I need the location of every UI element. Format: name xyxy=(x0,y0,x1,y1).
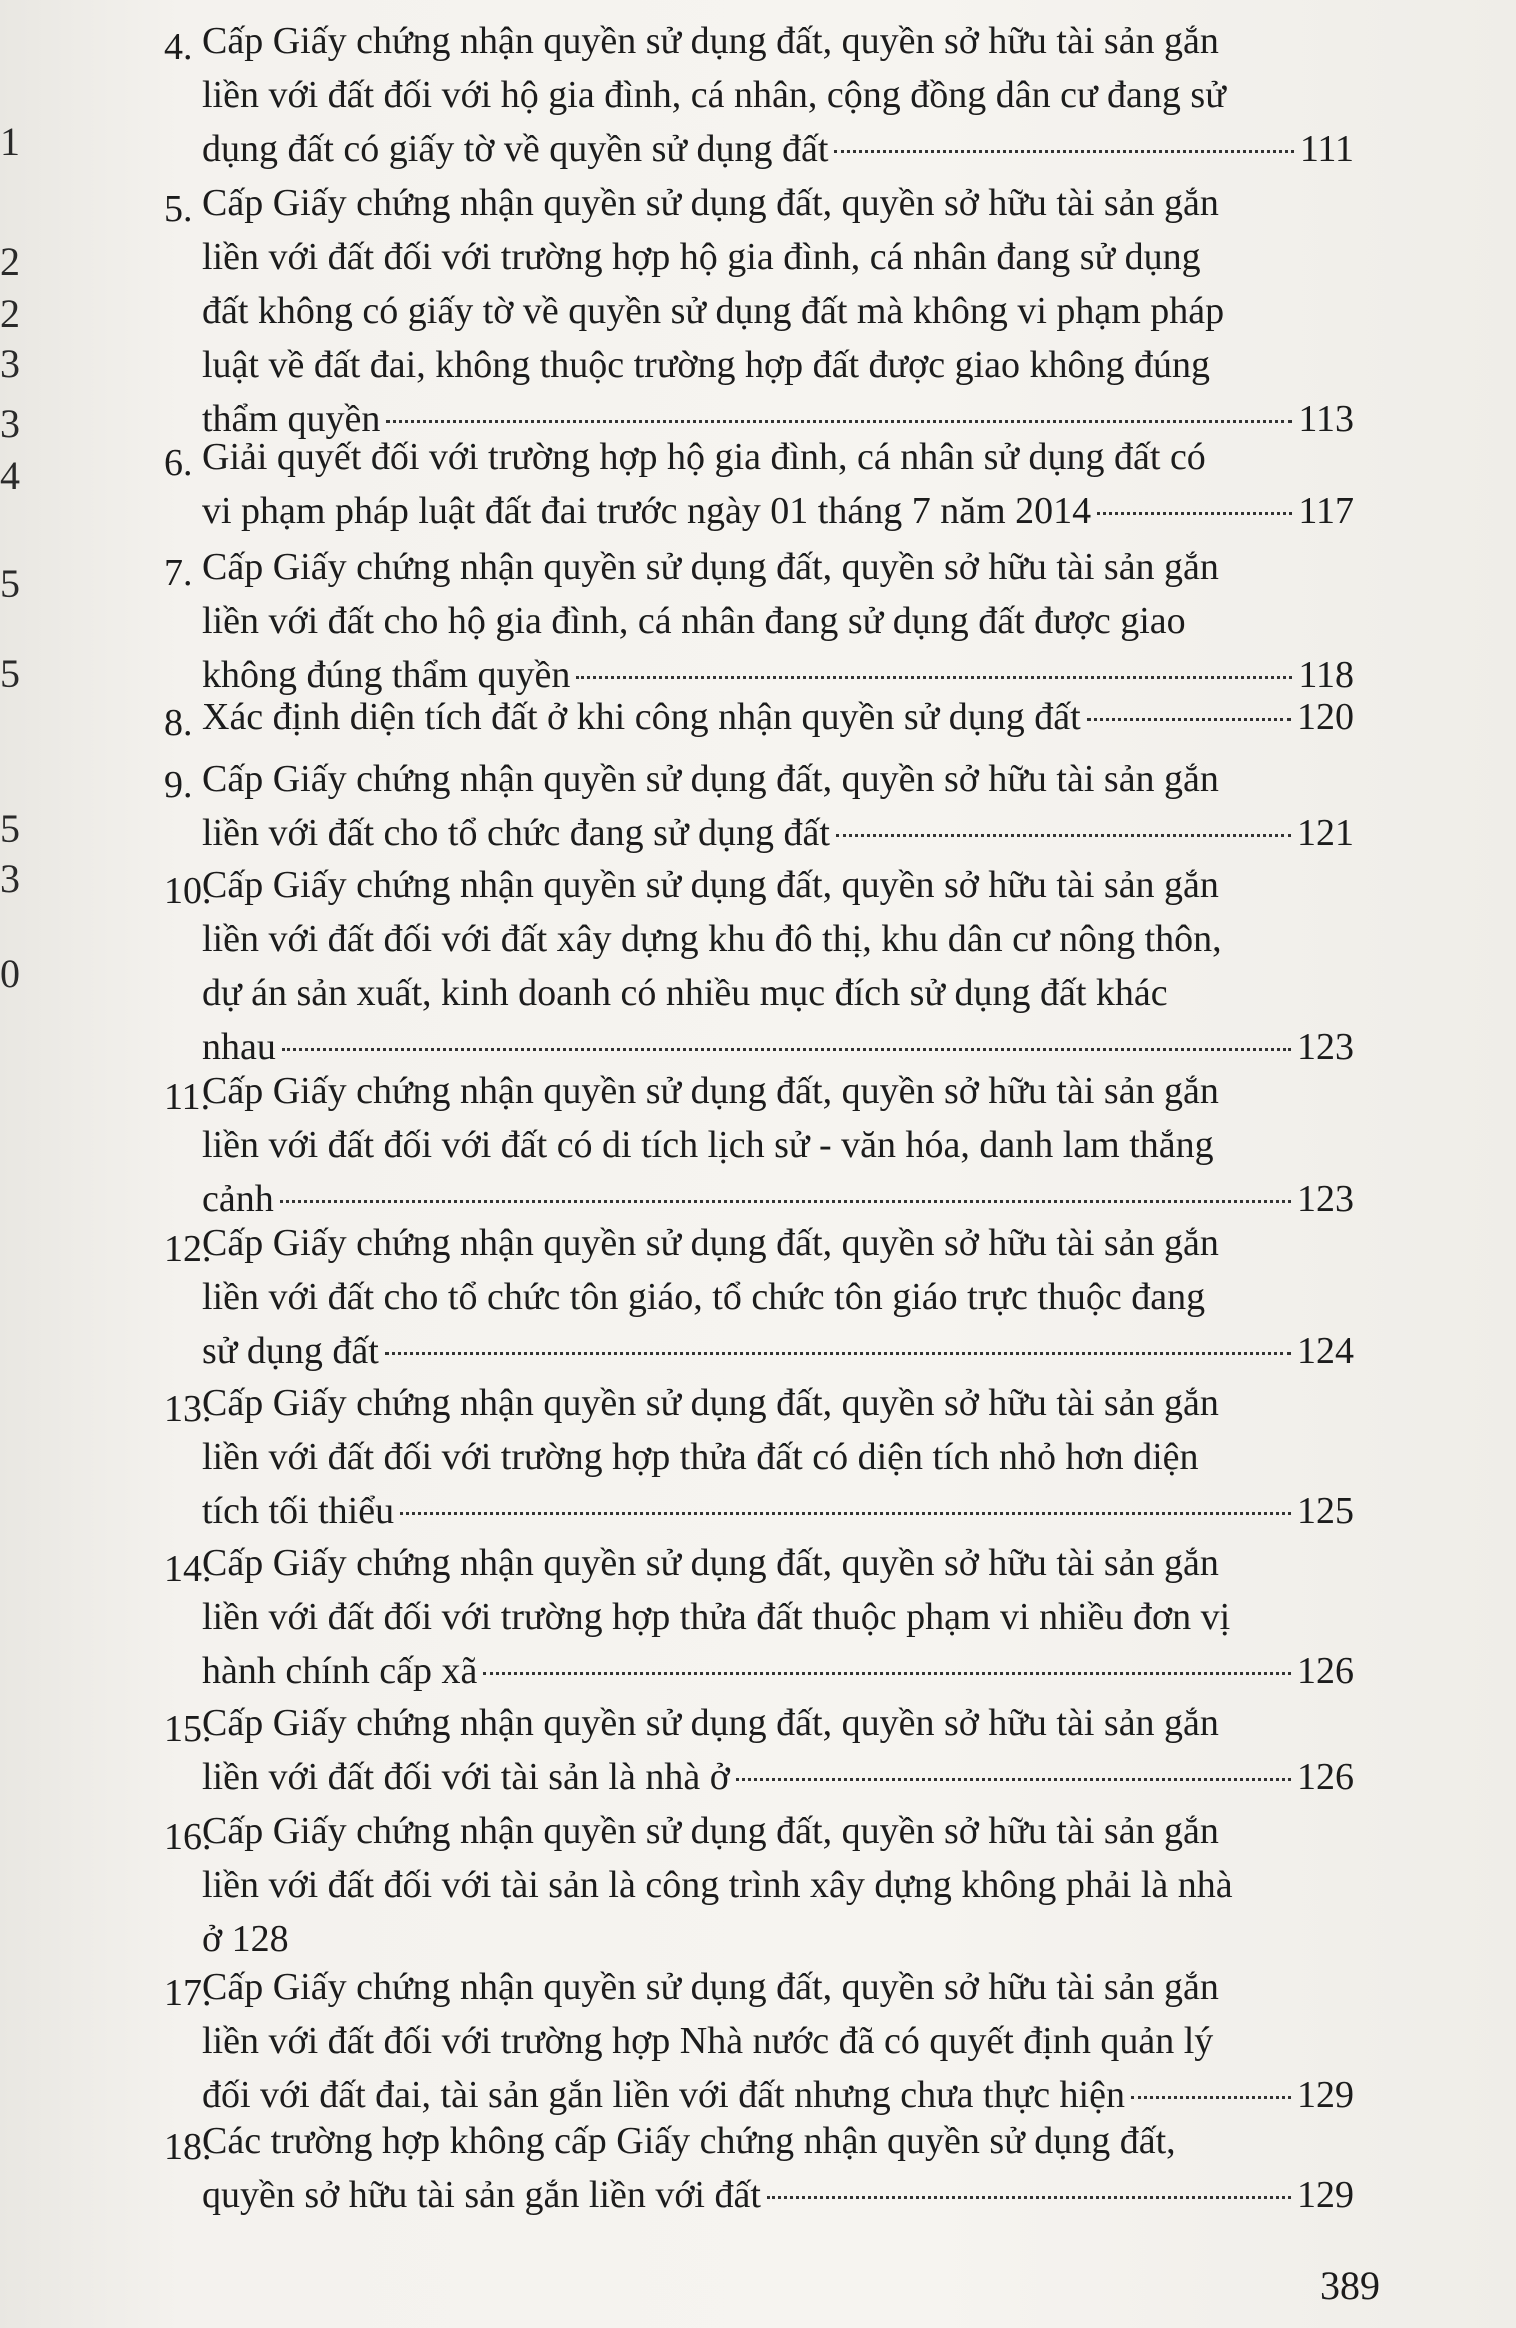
dot-leader xyxy=(736,1778,1291,1781)
entry-line: liền với đất đối với đất có di tích lịch sử - văn hóa, danh lam thắng xyxy=(202,1124,1214,1166)
entry-last-line: dụng đất có giấy tờ về quyền sử dụng đất xyxy=(202,128,829,170)
page-number: 389 xyxy=(1320,2263,1380,2308)
margin-digit: 5 xyxy=(0,651,20,696)
entry-line: liền với đất cho tổ chức tôn giáo, tổ chức tôn giáo trực thuộc đang xyxy=(202,1276,1206,1318)
entry-last-line: liền với đất cho tổ chức đang sử dụng đất xyxy=(202,812,830,854)
entry-number: 10. xyxy=(164,870,212,912)
entry-page-number: 120 xyxy=(1297,696,1354,738)
margin-digit: 5 xyxy=(0,561,20,606)
entry-line: Cấp Giấy chứng nhận quyền sử dụng đất, quyền sở hữu tài sản gắn xyxy=(202,1222,1219,1264)
margin-digit: 3 xyxy=(0,401,20,446)
dot-leader xyxy=(767,2196,1291,2199)
entry-number: 4. xyxy=(164,26,193,68)
entry-line: liền với đất cho hộ gia đình, cá nhân đang sử dụng đất được giao xyxy=(202,600,1186,642)
entry-page-number: 125 xyxy=(1297,1490,1354,1532)
entry-last-line: nhau xyxy=(202,1026,276,1068)
entry-number: 9. xyxy=(164,764,193,806)
toc-entry[interactable] xyxy=(164,1536,1354,1698)
entry-line: đất không có giấy tờ về quyền sử dụng đất mà không vi phạm pháp xyxy=(202,290,1225,332)
dot-leader xyxy=(483,1672,1291,1675)
dot-leader xyxy=(386,420,1292,423)
entry-line: Giải quyết đối với trường hợp hộ gia đình, cá nhân sử dụng đất có xyxy=(202,436,1206,478)
margin-digit: 3 xyxy=(0,856,20,901)
dot-leader xyxy=(576,676,1292,679)
margin-digit: 5 xyxy=(0,806,20,851)
entry-page-number: 118 xyxy=(1298,654,1354,696)
entry-page-number: 121 xyxy=(1297,812,1354,854)
entry-line: liền với đất đối với tài sản là công trình xây dựng không phải là nhà xyxy=(202,1864,1233,1906)
entry-last-line: ở 128 xyxy=(202,1918,289,1960)
entry-number: 16. xyxy=(164,1816,212,1858)
entry-line: liền với đất đối với trường hợp hộ gia đình, cá nhân đang sử dụng xyxy=(202,236,1201,278)
toc-entry[interactable] xyxy=(164,1804,1354,1966)
entry-page-number: 126 xyxy=(1297,1650,1354,1692)
dot-leader xyxy=(400,1512,1291,1515)
entry-page-number: 113 xyxy=(1298,398,1354,440)
entry-line: Cấp Giấy chứng nhận quyền sử dụng đất, quyền sở hữu tài sản gắn xyxy=(202,1702,1219,1744)
entry-line: Các trường hợp không cấp Giấy chứng nhận quyền sử dụng đất, xyxy=(202,2120,1176,2162)
entry-number: 11. xyxy=(164,1076,211,1118)
toc-entry[interactable] xyxy=(164,858,1354,1074)
entry-number: 5. xyxy=(164,188,193,230)
entry-last-line: đối với đất đai, tài sản gắn liền với đất nhưng chưa thực hiện xyxy=(202,2074,1125,2116)
toc-entry[interactable] xyxy=(164,1216,1354,1378)
entry-last-line: liền với đất đối với tài sản là nhà ở xyxy=(202,1756,730,1798)
margin-digit: 2 xyxy=(0,239,20,284)
dot-leader xyxy=(1131,2096,1291,2099)
toc-entry[interactable] xyxy=(164,1960,1354,2122)
entry-page-number: 129 xyxy=(1297,2074,1354,2116)
entry-last-line: sử dụng đất xyxy=(202,1330,379,1372)
entry-page-number: 117 xyxy=(1298,490,1354,532)
entry-last-line: vi phạm pháp luật đất đai trước ngày 01 tháng 7 năm 2014 xyxy=(202,490,1092,532)
entry-number: 14. xyxy=(164,1548,212,1590)
dot-leader xyxy=(1087,718,1291,721)
entry-line: Cấp Giấy chứng nhận quyền sử dụng đất, quyền sở hữu tài sản gắn xyxy=(202,182,1219,224)
dot-leader xyxy=(834,150,1293,153)
entry-last-line: thẩm quyền xyxy=(202,398,381,440)
entry-number: 6. xyxy=(164,442,193,484)
entry-page-number: 111 xyxy=(1299,128,1354,170)
entry-line: liền với đất đối với trường hợp thửa đất thuộc phạm vi nhiều đơn vị xyxy=(202,1596,1231,1638)
dot-leader xyxy=(385,1352,1291,1355)
entry-last-line: hành chính cấp xã xyxy=(202,1650,478,1692)
entry-number: 8. xyxy=(164,702,193,744)
toc-entry[interactable] xyxy=(164,14,1354,176)
margin-digit: 2 xyxy=(0,291,20,336)
dot-leader xyxy=(280,1200,1291,1203)
entry-line: Cấp Giấy chứng nhận quyền sử dụng đất, quyền sở hữu tài sản gắn xyxy=(202,1382,1219,1424)
entry-page-number: 129 xyxy=(1297,2174,1354,2216)
toc-entry[interactable] xyxy=(164,1696,1354,1804)
entry-line: Cấp Giấy chứng nhận quyền sử dụng đất, quyền sở hữu tài sản gắn xyxy=(202,1542,1219,1584)
entry-number: 13. xyxy=(164,1388,212,1430)
dot-leader xyxy=(1097,512,1292,515)
entry-line: Cấp Giấy chứng nhận quyền sử dụng đất, quyền sở hữu tài sản gắn xyxy=(202,1070,1219,1112)
entry-line: Cấp Giấy chứng nhận quyền sử dụng đất, quyền sở hữu tài sản gắn xyxy=(202,546,1219,588)
entry-number: 7. xyxy=(164,552,193,594)
entry-line: liền với đất đối với đất xây dựng khu đô thị, khu dân cư nông thôn, xyxy=(202,918,1222,960)
toc-entry[interactable] xyxy=(164,176,1354,446)
entry-page-number: 123 xyxy=(1297,1026,1354,1068)
entry-last-line: không đúng thẩm quyền xyxy=(202,654,571,696)
entry-line: Cấp Giấy chứng nhận quyền sử dụng đất, quyền sở hữu tài sản gắn xyxy=(202,1966,1219,2008)
entry-number: 15. xyxy=(164,1708,212,1750)
entry-last-line: quyền sở hữu tài sản gắn liền với đất xyxy=(202,2174,761,2216)
toc-entry[interactable] xyxy=(164,1376,1354,1538)
entry-line: Cấp Giấy chứng nhận quyền sử dụng đất, quyền sở hữu tài sản gắn xyxy=(202,758,1219,800)
entry-line: liền với đất đối với trường hợp thửa đất có diện tích nhỏ hơn diện xyxy=(202,1436,1199,1478)
entry-line: Cấp Giấy chứng nhận quyền sử dụng đất, quyền sở hữu tài sản gắn xyxy=(202,864,1219,906)
margin-digit: 4 xyxy=(0,453,20,498)
entry-page-number: 123 xyxy=(1297,1178,1354,1220)
toc-entry[interactable] xyxy=(164,752,1354,860)
entry-page-number: 126 xyxy=(1297,1756,1354,1798)
entry-page-number: 124 xyxy=(1297,1330,1354,1372)
entry-line: Cấp Giấy chứng nhận quyền sử dụng đất, quyền sở hữu tài sản gắn xyxy=(202,20,1219,62)
margin-digit: 3 xyxy=(0,341,20,386)
toc-entry[interactable] xyxy=(164,1064,1354,1226)
margin-digit: 0 xyxy=(0,951,20,996)
entry-line: luật về đất đai, không thuộc trường hợp đất được giao không đúng xyxy=(202,344,1211,386)
entry-last-line: tích tối thiểu xyxy=(202,1490,395,1532)
entry-number: 18. xyxy=(164,2126,212,2168)
entry-line: liền với đất đối với trường hợp Nhà nước đã có quyết định quản lý xyxy=(202,2020,1214,2062)
entry-last-line: Xác định diện tích đất ở khi công nhận quyền sử dụng đất xyxy=(202,696,1081,738)
entry-last-line: cảnh xyxy=(202,1178,274,1220)
entry-line: Cấp Giấy chứng nhận quyền sử dụng đất, quyền sở hữu tài sản gắn xyxy=(202,1810,1219,1852)
entry-line: liền với đất đối với hộ gia đình, cá nhân, cộng đồng dân cư đang sử xyxy=(202,74,1226,116)
toc-entry[interactable] xyxy=(164,430,1354,538)
toc-entry[interactable] xyxy=(164,2114,1354,2222)
entry-number: 12. xyxy=(164,1228,212,1270)
dot-leader xyxy=(282,1048,1291,1051)
dot-leader xyxy=(836,834,1291,837)
toc-entry[interactable] xyxy=(164,690,1354,744)
toc-entry[interactable] xyxy=(164,540,1354,702)
entry-number: 17. xyxy=(164,1972,212,2014)
entry-line: dự án sản xuất, kinh doanh có nhiều mục đích sử dụng đất khác xyxy=(202,972,1168,1014)
margin-digit: 1 xyxy=(0,119,20,164)
